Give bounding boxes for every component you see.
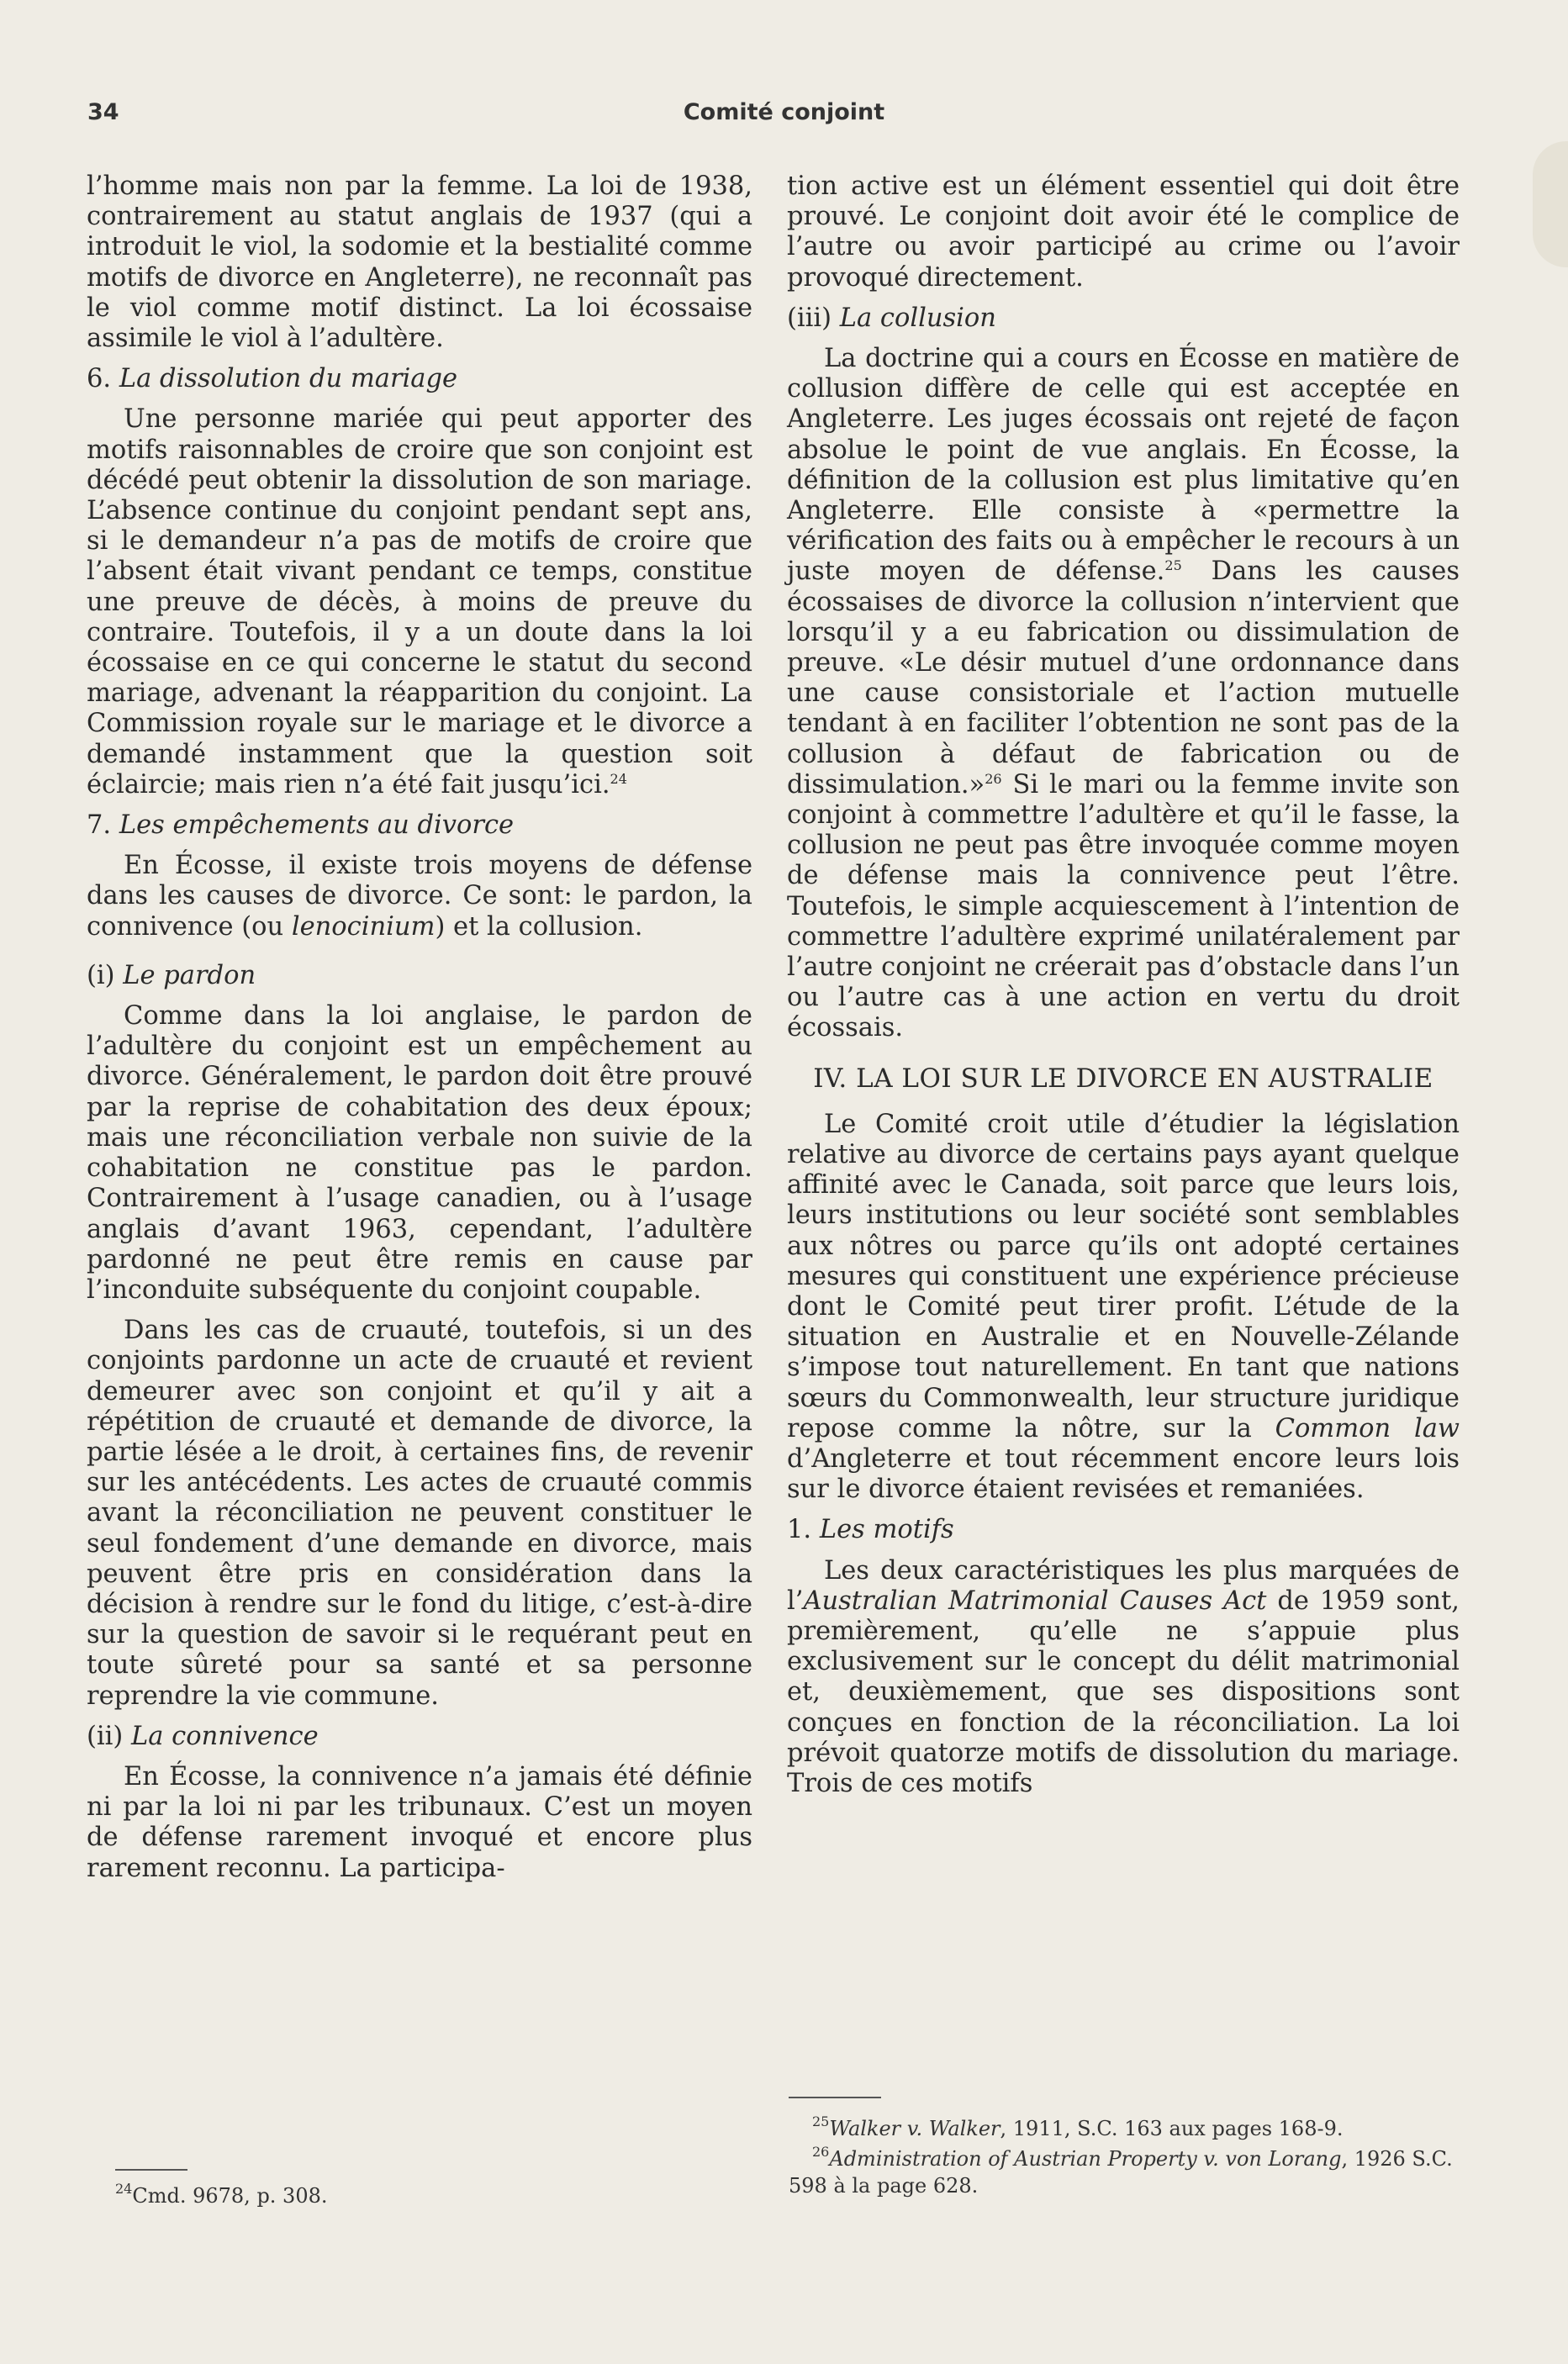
footnote-text: , 1926 S.C. 598 à la page 628. bbox=[789, 2147, 1453, 2198]
paragraph bbox=[87, 404, 752, 800]
footnote-ref: 25 bbox=[1164, 557, 1182, 574]
section-heading-1 bbox=[787, 1515, 1460, 1545]
subheading-iii bbox=[787, 303, 1460, 334]
page-edge-shadow bbox=[1533, 141, 1568, 267]
act-title: Australian Matrimonial Causes Act bbox=[803, 1586, 1267, 1616]
footnote-number: 24 bbox=[115, 2181, 133, 2197]
footnote-text: Cmd. 9678, p. 308. bbox=[132, 2184, 328, 2208]
heading-number: (i) bbox=[87, 960, 115, 990]
footnotes-right bbox=[789, 2115, 1461, 2199]
subheading-i bbox=[87, 961, 752, 991]
heading-number: 6. bbox=[87, 364, 112, 394]
section-heading-6 bbox=[87, 364, 752, 394]
footnote-text: , 1911, S.C. 163 aux pages 168-9. bbox=[1000, 2117, 1344, 2140]
case-name: Administration of Austrian Property v. von Lorang bbox=[829, 2147, 1342, 2171]
paragraph bbox=[787, 344, 1460, 1044]
left-column bbox=[87, 171, 752, 1884]
paragraph-text: Une personne mariée qui peut apporter des motifs raisonnables de croire que son conjoint est décédé peut obtenir la dissolution de son mariage. L’absence continue du conjoint pendant sept ans, si le demandeur n’a pas de motifs de croire que l’absent était vivant pendant ce temps, constitue une preuve de décès, à moins de preuve du contraire. Toutefois, il y a un doute dans la loi écossaise en ce qui concerne le statut du second mariage, advenant la réapparition du conjoint. La Commission royale sur le mariage et le divorce a demandé instamment que la question soit éclaircie; mais rien n’a été fait jusqu’ici. bbox=[87, 404, 752, 799]
paragraph: l’homme mais non par la femme. La loi de 1938, contrairement au statut anglais de 1937 (qui a introduit le viol, la sodomie et la bestialité comme motifs de divorce en Angleterre), ne reconnaît pas le viol comme motif distinct. La loi écossaise assimile le viol à l’adultère. bbox=[87, 171, 752, 354]
paragraph-text: d’Angleterre et tout récemment encore leurs lois sur le divorce étaient revisées et remaniées. bbox=[787, 1443, 1460, 1505]
paragraph bbox=[787, 1556, 1460, 1800]
footnote-number: 26 bbox=[812, 2144, 830, 2160]
latin-term: lenocinium bbox=[291, 911, 436, 942]
case-name: Walker v. Walker bbox=[829, 2117, 1000, 2140]
legal-term: Common law bbox=[1275, 1413, 1460, 1443]
heading-title: La dissolution du mariage bbox=[119, 364, 458, 394]
heading-title: La collusion bbox=[839, 303, 996, 333]
right-column bbox=[787, 171, 1460, 1799]
subheading-ii bbox=[87, 1722, 752, 1752]
paragraph-text: La doctrine qui a cours en Écosse en matière de collusion diffère de celle qui est acceptée en Angleterre. Les juges écossais ont rejeté de façon absolue le point de vue anglais. En Écosse, la définition de la collusion est plus limitative qu’en Angleterre. Elle consiste à «permettre la vérification des faits ou à empêcher le recours à un juste moyen de défense. bbox=[787, 344, 1460, 587]
heading-number: 7. bbox=[87, 810, 112, 841]
footnote-ref: 24 bbox=[610, 770, 627, 787]
footnote-number: 25 bbox=[812, 2113, 830, 2129]
paragraph: Comme dans la loi anglaise, le pardon de l’adultère du conjoint est un empêchement au divorce. Généralement, le pardon doit être prouvé par la reprise de cohabitation des deux époux; mais une réconciliation verbale non suivie de la cohabitation ne constitue pas le pardon. Contrairement à l’usage canadien, ou à l’usage anglais d’avant 1963, cependant, l’adultère pardonné ne peut être remis en cause par l’inconduite subséquente du conjoint coupable. bbox=[87, 1001, 752, 1305]
heading-number: (iii) bbox=[787, 303, 832, 333]
paragraph bbox=[87, 851, 752, 942]
footnote bbox=[789, 2145, 1461, 2199]
footnote-rule bbox=[789, 2097, 881, 2098]
heading-number: 1. bbox=[787, 1515, 812, 1545]
running-header bbox=[0, 99, 1568, 133]
running-title: Comité conjoint bbox=[683, 99, 885, 125]
page-number: 34 bbox=[87, 99, 119, 125]
heading-title: Les empêchements au divorce bbox=[119, 810, 515, 841]
paragraph-text: Le Comité croit utile d’étudier la législation relative au divorce de certains pays ayant quelque affinité avec le Canada, soit parce que leurs lois, leurs institutions ou leur société sont semblables aux nôtres ou parce qu’ils ont adopté certaines mesures qui constituent une expérience précieuse dont le Comité peut tirer profit. L’étude de la situation en Australie et en Nouvelle-Zélande s’impose tout naturellement. En tant que nations sœurs du Commonwealth, leur structure juridique repose comme la nôtre, sur la bbox=[787, 1109, 1460, 1443]
paragraph: Dans les cas de cruauté, toutefois, si un des conjoints pardonne un acte de cruauté et revient demeurer avec son conjoint et qu’il y ait a répétition de cruauté et demande de divorce, la partie lésée a le droit, à certaines fins, de revenir sur les antécédents. Les actes de cruauté commis avant la réconciliation ne peuvent constituer le seul fondement d’une demande en divorce, mais peuvent être pris en considération dans la décision à rendre sur le fond du litige, c’est-à-dire sur la question de savoir si le requérant peut en toute sûreté pour sa santé et sa personne reprendre la vie commune. bbox=[87, 1316, 752, 1711]
paragraph-text: Dans les causes écossaises de divorce la collusion n’intervient que lorsqu’il y a eu fabrication ou dissimulation de preuve. «Le désir mutuel d’une ordonnance dans une cause consistoriale et l’action mutuelle tendant à en faciliter l’obtention ne sont pas de la collusion à défaut de fabrication ou de dissimulation.» bbox=[787, 557, 1460, 799]
chapter-heading: IV. LA LOI SUR LE DIVORCE EN AUSTRALIE bbox=[813, 1063, 1433, 1094]
footnote bbox=[789, 2115, 1461, 2142]
paragraph: En Écosse, la connivence n’a jamais été définie ni par la loi ni par les tribunaux. C’est un moyen de défense rarement invoqué et encore plus rarement reconnu. La participa- bbox=[87, 1761, 752, 1883]
paragraph-text: En Écosse, il existe trois moyens de défense dans les causes de divorce. Ce sont: le pardon, la connivence (ou bbox=[87, 851, 752, 942]
footnote-rule bbox=[115, 2169, 187, 2171]
heading-number: (ii) bbox=[87, 1721, 124, 1751]
heading-title: Le pardon bbox=[123, 960, 256, 990]
paragraph: tion active est un élément essentiel qui doit être prouvé. Le conjoint doit avoir été le complice de l’autre ou avoir participé au crime ou l’avoir provoqué directement. bbox=[787, 171, 1460, 293]
heading-title: Les motifs bbox=[819, 1515, 954, 1545]
paragraph-text: de 1959 sont, premièrement, qu’elle ne s’appuie plus exclusivement sur le concept du délit matrimonial et, deuxièmement, que ses dispositions sont conçues en fonction de la réconciliation. La loi prévoit quatorze motifs de dissolution du mariage. Trois de ces motifs bbox=[787, 1586, 1460, 1798]
paragraph bbox=[787, 1110, 1460, 1506]
paragraph-text: ) et la collusion. bbox=[435, 911, 643, 942]
heading-title: La connivence bbox=[131, 1721, 319, 1751]
footnote bbox=[115, 2182, 704, 2209]
paragraph-text: Les deux caractéristiques les plus marquées de l’ bbox=[787, 1555, 1460, 1616]
footnote-ref: 26 bbox=[985, 770, 1002, 787]
paragraph-text: Si le mari ou la femme invite son conjoint à commettre l’adultère et qu’il le fasse, la collusion ne peut pas être invoquée comme moyen de défense mais la connivence peut l’être. Toutefois, le simple acquiescement à l’intention de commettre l’adultère exprimé unilatéralement par l’autre conjoint ne créerait pas d’obstacle dans l’un ou l’autre cas à une action en vertu du droit écossais. bbox=[787, 769, 1460, 1043]
section-heading-7 bbox=[87, 810, 752, 841]
